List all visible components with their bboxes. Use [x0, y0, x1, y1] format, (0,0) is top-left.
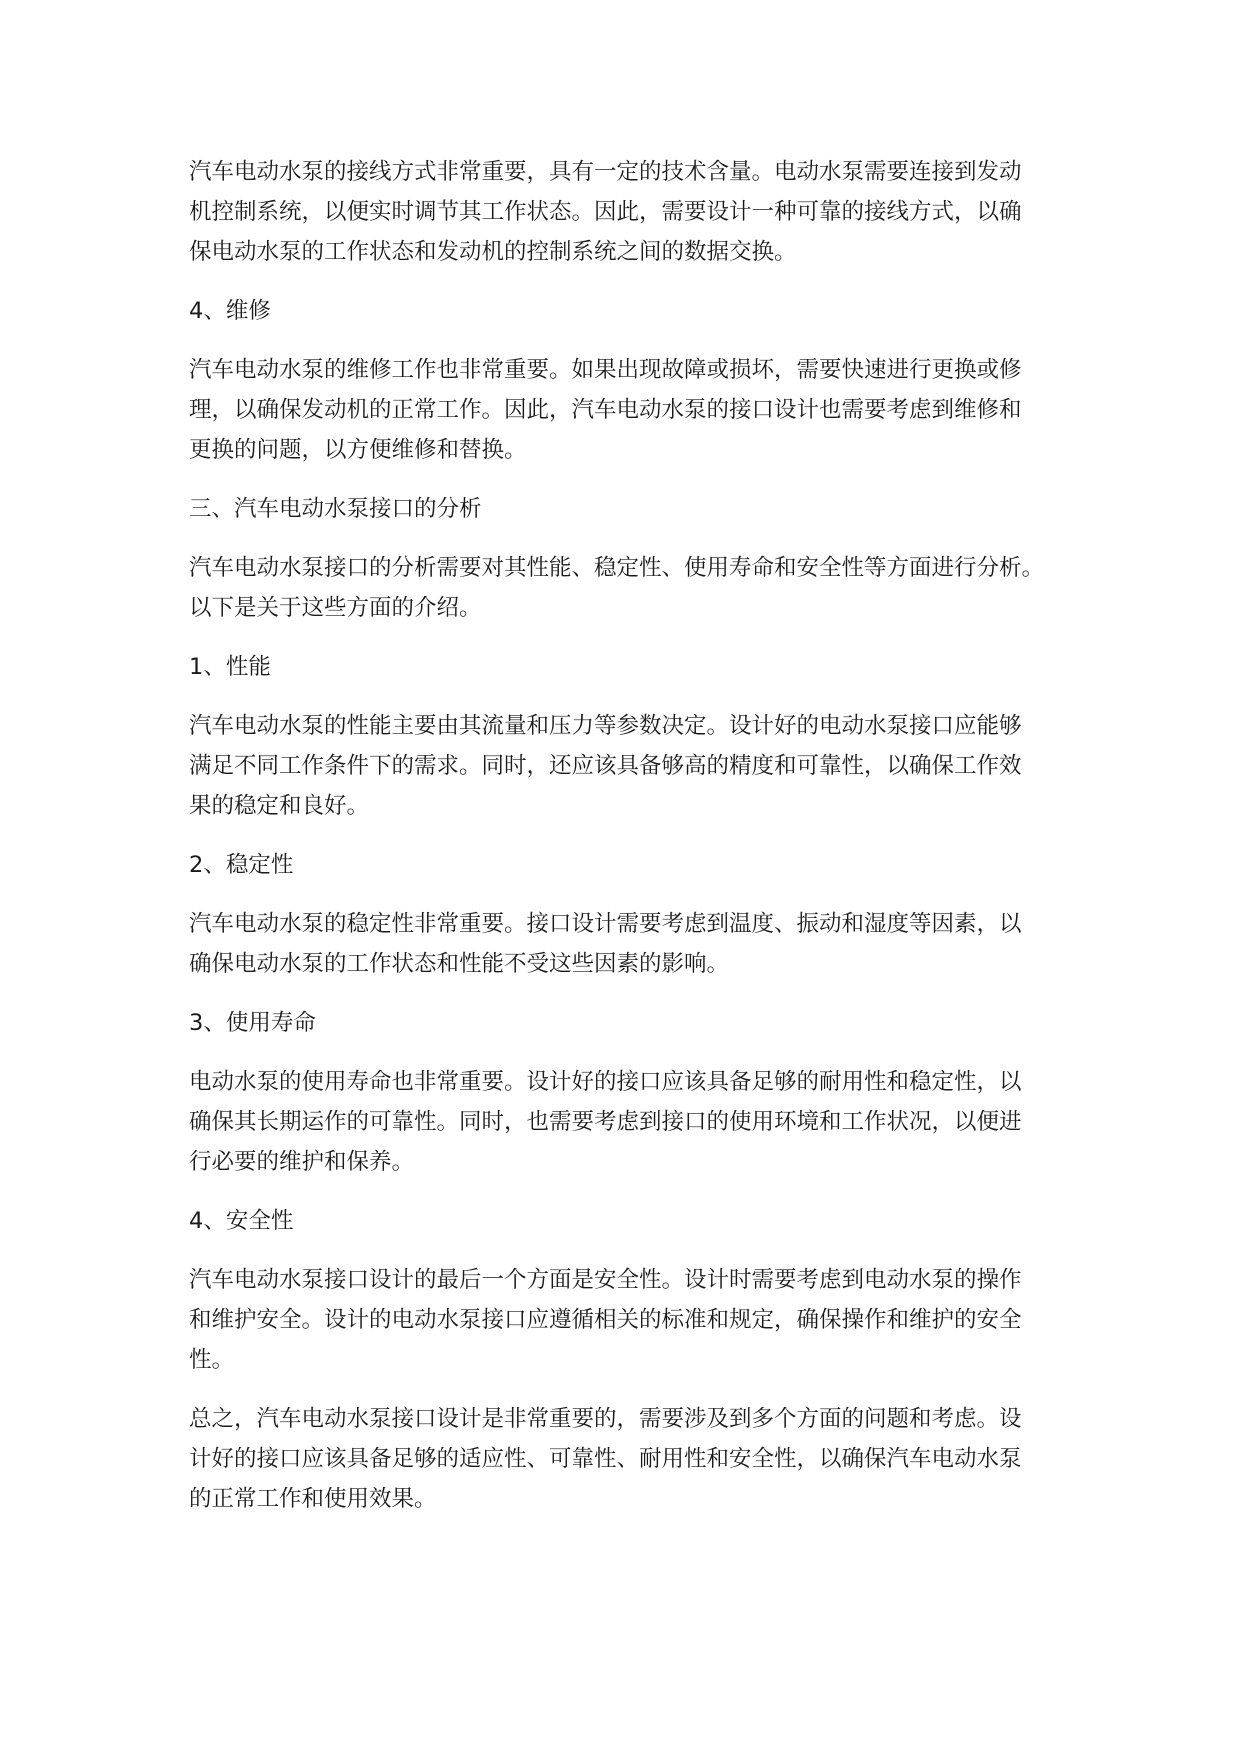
text-line: 保电动水泵的工作状态和发动机的控制系统之间的数据交换。 — [189, 239, 797, 265]
paragraph-performance — [189, 706, 1069, 826]
heading-maintenance: 4、维修 — [189, 298, 271, 324]
text-line: 性。 — [189, 1347, 235, 1373]
paragraph-service-life — [189, 1062, 1069, 1182]
text-line: 汽车电动水泵的接线方式非常重要，具有一定的技术含量。电动水泵需要连接到发动 — [189, 159, 1022, 185]
text-line: 确保电动水泵的工作状态和性能不受这些因素的影响。 — [189, 951, 730, 977]
paragraph-wiring — [189, 152, 1069, 272]
text-line: 电动水泵的使用寿命也非常重要。设计好的接口应该具备足够的耐用性和稳定性，以 — [189, 1069, 1022, 1095]
text-line: 计好的接口应该具备足够的适应性、可靠性、耐用性和安全性，以确保汽车电动水泵 — [189, 1446, 1022, 1472]
heading-service-life: 3、使用寿命 — [189, 1010, 316, 1036]
text-line: 以下是关于这些方面的介绍。 — [189, 595, 482, 621]
paragraph-analysis-intro — [189, 548, 1069, 628]
paragraph-maintenance — [189, 350, 1069, 470]
paragraph-stability — [189, 904, 1069, 984]
heading-performance: 1、性能 — [189, 654, 271, 680]
text-line: 汽车电动水泵接口的分析需要对其性能、稳定性、使用寿命和安全性等方面进行分析。 — [189, 555, 1045, 581]
text-line: 更换的问题，以方便维修和替换。 — [189, 437, 527, 463]
text-line: 和维护安全。设计的电动水泵接口应遵循相关的标准和规定，确保操作和维护的安全 — [189, 1307, 1022, 1333]
paragraph-conclusion — [189, 1399, 1069, 1519]
document-body — [189, 152, 1069, 1538]
text-line: 确保其长期运作的可靠性。同时，也需要考虑到接口的使用环境和工作状况，以便进 — [189, 1109, 1022, 1135]
text-line: 理，以确保发动机的正常工作。因此，汽车电动水泵的接口设计也需要考虑到维修和 — [189, 397, 1022, 423]
heading-stability: 2、稳定性 — [189, 852, 294, 878]
text-line: 汽车电动水泵的性能主要由其流量和压力等参数决定。设计好的电动水泵接口应能够 — [189, 713, 1022, 739]
text-line: 行必要的维护和保养。 — [189, 1149, 415, 1175]
text-line: 机控制系统，以便实时调节其工作状态。因此，需要设计一种可靠的接线方式，以确 — [189, 199, 1022, 225]
heading-safety: 4、安全性 — [189, 1208, 294, 1234]
text-line: 满足不同工作条件下的需求。同时，还应该具备够高的精度和可靠性，以确保工作效 — [189, 753, 1022, 779]
text-line: 果的稳定和良好。 — [189, 793, 370, 819]
text-line: 总之，汽车电动水泵接口设计是非常重要的，需要涉及到多个方面的问题和考虑。设 — [189, 1406, 1022, 1432]
text-line: 汽车电动水泵接口设计的最后一个方面是安全性。设计时需要考虑到电动水泵的操作 — [189, 1267, 1022, 1293]
text-line: 汽车电动水泵的维修工作也非常重要。如果出现故障或损坏，需要快速进行更换或修 — [189, 357, 1022, 383]
text-line: 的正常工作和使用效果。 — [189, 1486, 437, 1512]
text-line: 汽车电动水泵的稳定性非常重要。接口设计需要考虑到温度、振动和湿度等因素，以 — [189, 911, 1022, 937]
heading-section-three: 三、汽车电动水泵接口的分析 — [189, 496, 482, 522]
paragraph-safety — [189, 1260, 1069, 1380]
